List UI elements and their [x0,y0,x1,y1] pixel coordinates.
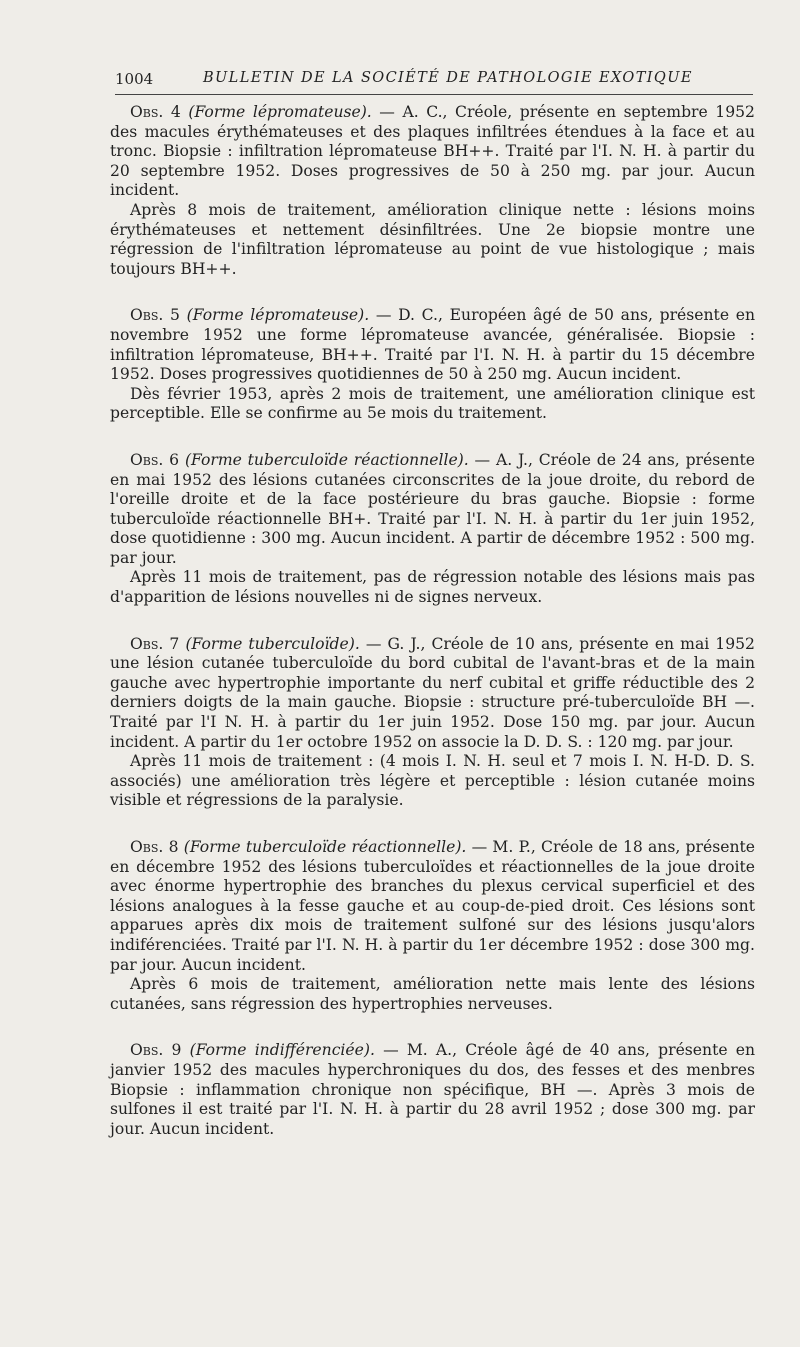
observation-paragraph [110,306,755,384]
observation-8 [110,838,755,1014]
page-header [115,68,753,95]
observation-followup: Après 11 mois de traitement, pas de régression notable des lésions mais pas d'apparition de lésions nouvelles ni de signes nerveux. [110,568,755,607]
observation-form: (Forme lépromateuse). [186,306,370,325]
observation-text: — D. C., Européen âgé de 50 ans, présente en novembre 1952 une forme lépromateuse avancée, généralisée. Biopsie : infiltration lépromateuse, BH++. Traité par l'I. N. H. à partir du 15 décembre 1952. Doses progressives quotidiennes de 50 à 250 mg. Aucun incident. [110,306,755,384]
observation-7 [110,635,755,811]
observation-form: (Forme lépromateuse). [188,103,372,121]
observation-form: (Forme tuberculoïde). [185,634,360,653]
observation-text: — G. J., Créole de 10 ans, présente en mai 1952 une lésion cutanée tuberculoïde du bord cubital de l'avant-bras et de la main gauche avec hypertrophie importante du nerf cubital et griffe réductible des 2 derniers doigts de la main gauche. Biopsie : structure pré-tuberculoïde BH —. Traité par l'I N. H. à partir du 1er juin 1952. Dose 150 mg. par jour. Aucun incident. A partir du 1er octobre 1952 on associe la D. D. S. : 120 mg. par jour. [110,634,755,751]
observation-text: — A. J., Créole de 24 ans, présente en mai 1952 des lésions cutanées circonscrites de la joue droite, du rebord de l'oreille droite et de la face postérieure du bras gauche. Biopsie : forme tuberculoïde réactionnelle BH+. Traité par l'I. N. H. à partir du 1er juin 1952, dose quotidienne : 300 mg. Aucun incident. A partir de décembre 1952 : 500 mg. par jour. [110,450,755,567]
observation-label: Obs. 6 [130,450,180,469]
page-number: 1004 [115,70,154,88]
observation-5 [110,306,755,424]
observation-followup: Après 11 mois de traitement : (4 mois I. N. H. seul et 7 mois I. N. H-D. D. S. associés) une amélioration très légère et perceptible : lésion cutanée moins visible et régressions de la paralysie. [110,752,755,810]
observation-form: (Forme tuberculoïde réactionnelle). [183,838,467,856]
observation-paragraph [110,635,755,753]
observation-text: — M. A., Créole âgé de 40 ans, présente en janvier 1952 des macules hyperchroniques du dos, des fesses et des menbres Biopsie : inflammation chronique non spécifique, BH —. Après 3 mois de sulfones il est traité par l'I. N. H. à partir du 28 avril 1952 ; dose 300 mg. par jour. Aucun incident. [110,1041,755,1138]
observation-form: (Forme indifférenciée). [189,1041,375,1060]
observation-paragraph [110,1041,755,1139]
observation-label: Obs. 4 [130,103,181,121]
observation-text: — M. P., Créole de 18 ans, présente en décembre 1952 des lésions tuberculoïdes et réactionnelles de la joue droite avec énorme hypertrophie des branches du plexus cervical superficiel et des lésions analogues à la fesse gauche et au coup-de-pied droit. Ces lésions sont apparues après dix mois de traitement sulfoné sur des lésions jusqu'alors indiférenciées. Traité par l'I. N. H. à partir du 1er décembre 1952 : dose 300 mg. par jour. Aucun incident. [110,838,755,974]
observation-label: Obs. 5 [130,306,180,325]
observation-label: Obs. 9 [130,1041,182,1060]
observation-label: Obs. 8 [130,838,179,856]
observation-label: Obs. 7 [130,634,180,653]
observation-paragraph [110,103,755,201]
running-title: BULLETIN DE LA SOCIÉTÉ DE PATHOLOGIE EXOTIQUE [203,70,693,86]
observation-followup: Dès février 1953, après 2 mois de traitement, une amélioration clinique est perceptible. Elle se confirme au 5e mois du traitement. [110,384,755,423]
observation-paragraph [110,451,755,569]
observation-4 [110,103,755,279]
observation-form: (Forme tuberculoïde réactionnelle). [184,450,469,469]
observation-followup: Après 8 mois de traitement, amélioration clinique nette : lésions moins érythémateuses et nettement désinfiltrées. Une 2e biopsie montre une régression de l'infiltration lépromateuse au point de vue histologique ; mais toujours BH++. [110,200,755,278]
observation-followup: Après 6 mois de traitement, amélioration nette mais lente des lésions cutanées, sans régression des hypertrophies nerveuses. [110,975,755,1013]
observation-9 [110,1041,755,1139]
page-body [110,103,755,1166]
observation-6 [110,451,755,608]
observation-paragraph [110,838,755,975]
observation-text: — A. C., Créole, présente en septembre 1952 des macules érythémateuses et des plaques infiltrées étendues à la face et au tronc. Biopsie : infiltration lépromateuse BH++. Traité par l'I. N. H. à partir du 20 septembre 1952. Doses progressives de 50 à 250 mg. par jour. Aucun incident. [110,103,755,200]
